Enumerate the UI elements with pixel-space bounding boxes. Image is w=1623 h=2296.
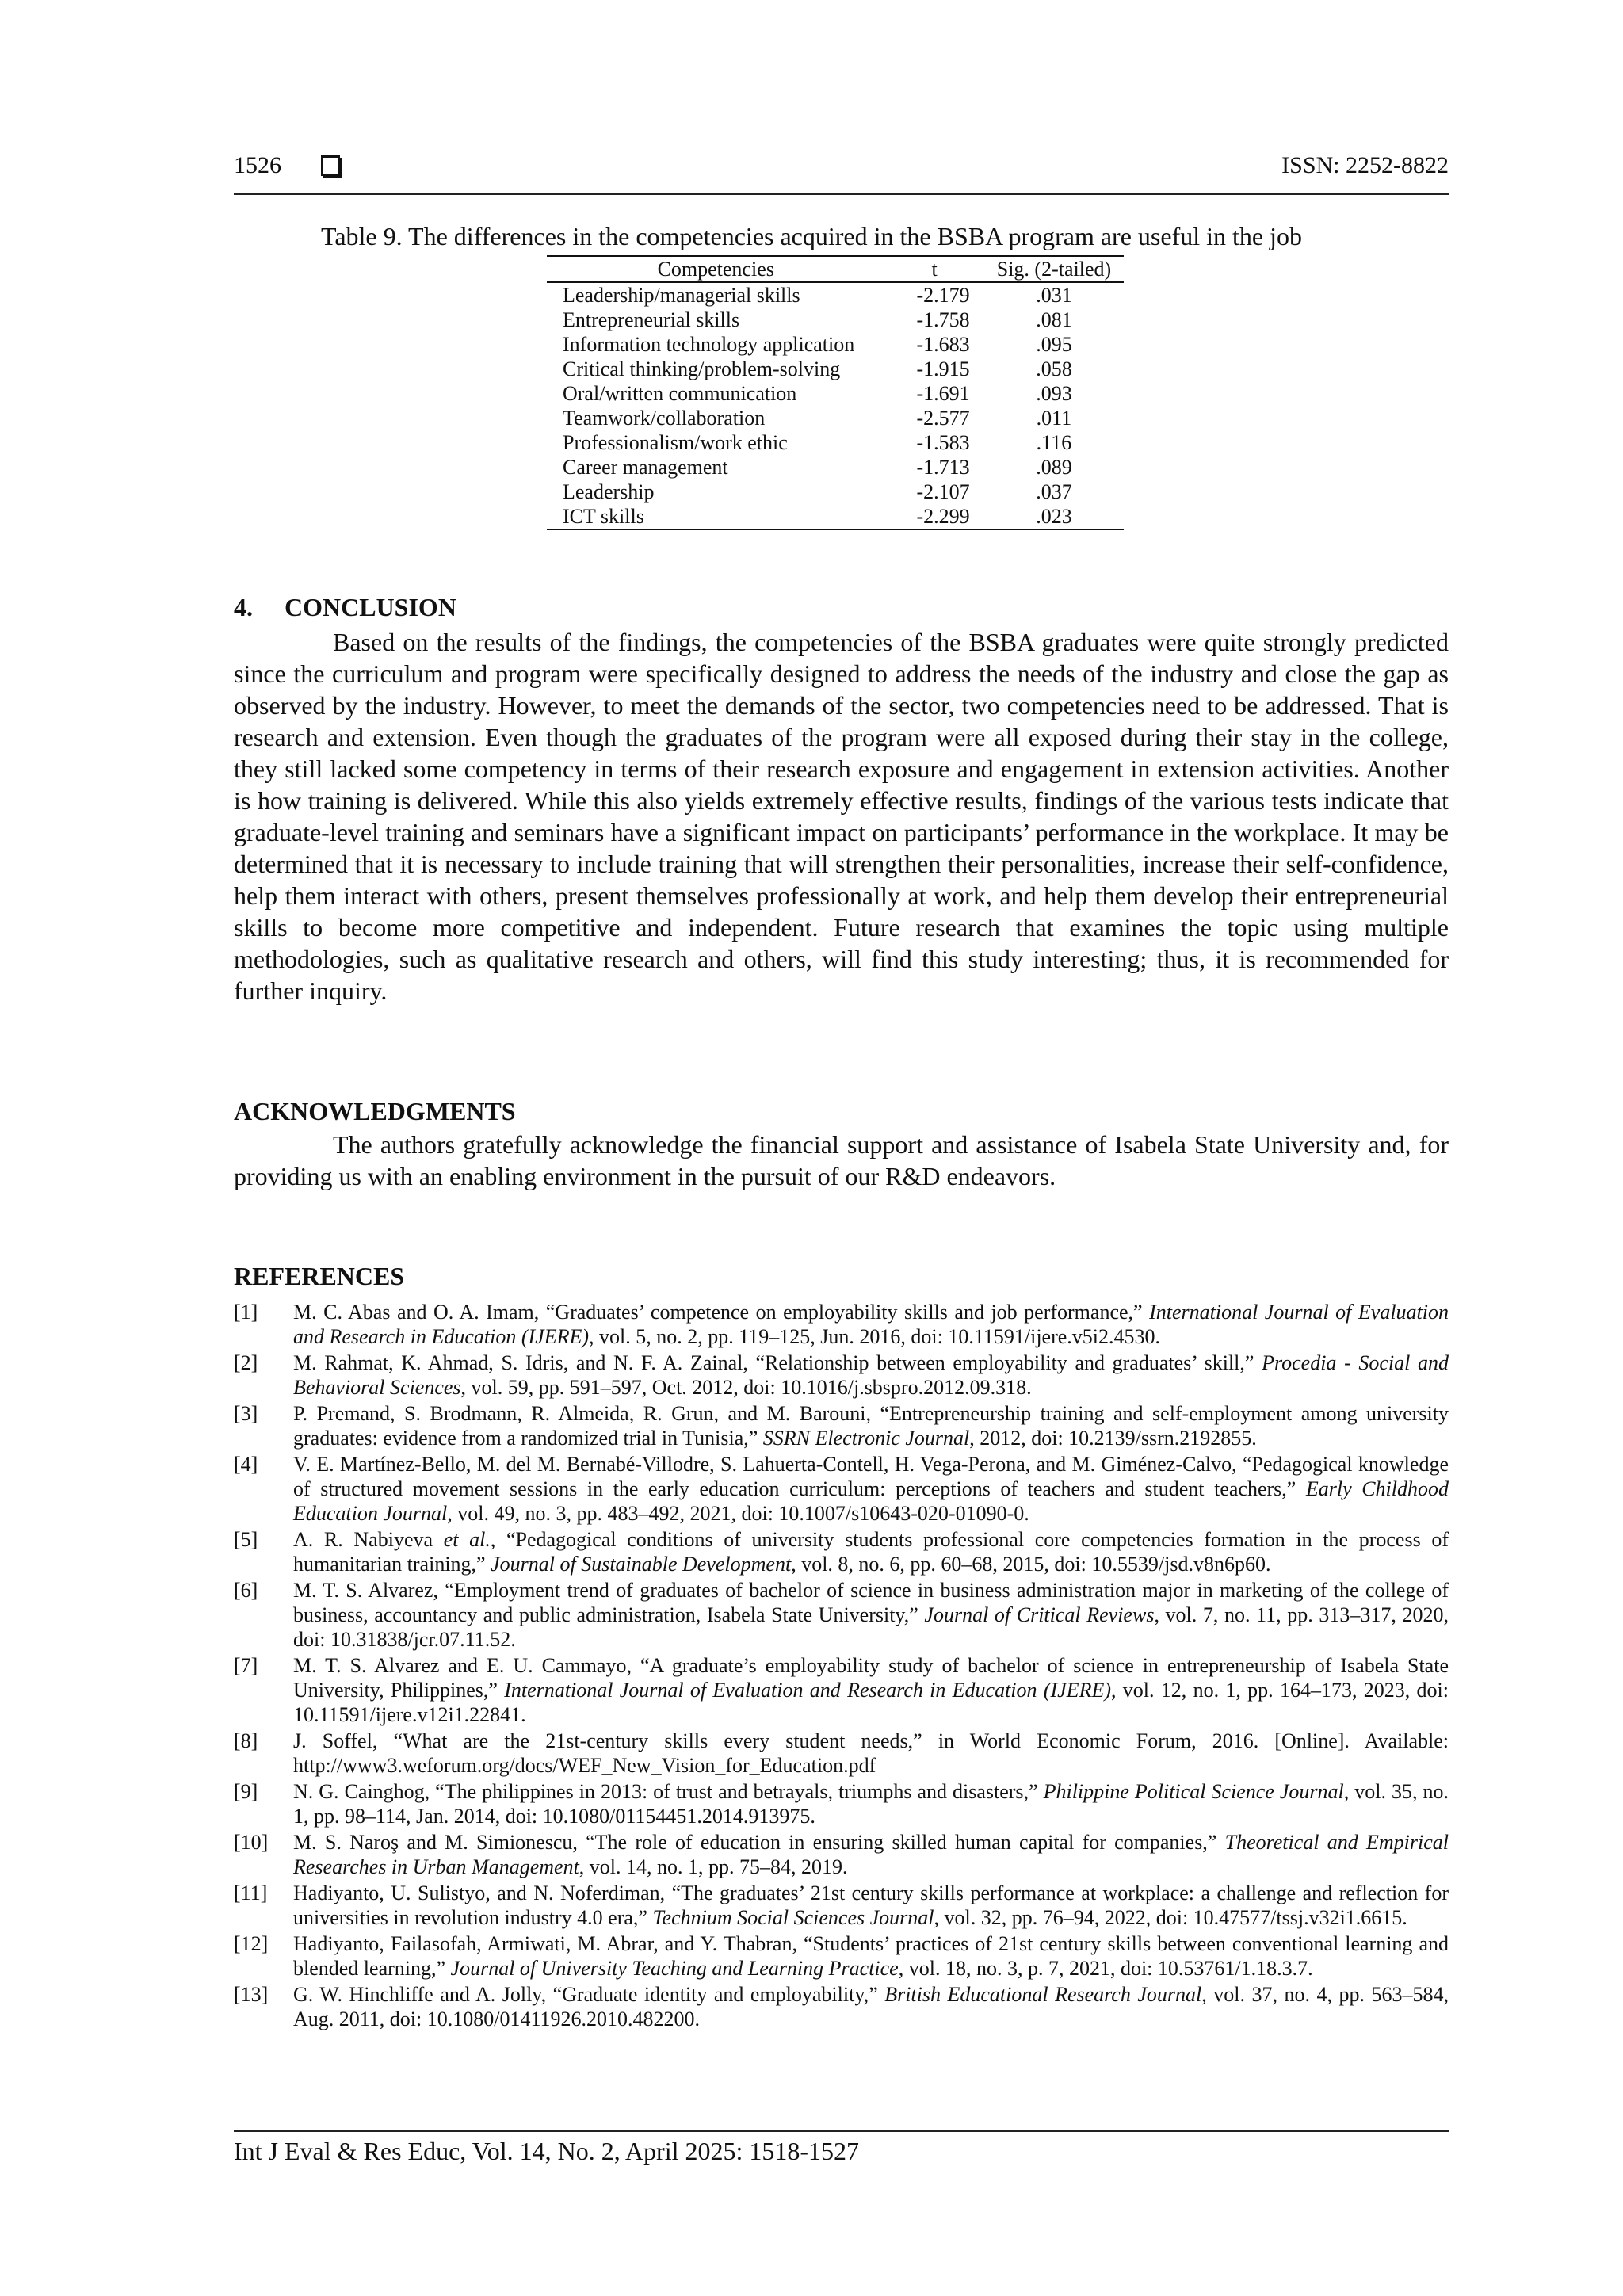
- cell-t-value: -2.107: [916, 480, 970, 503]
- cell-competency: Critical thinking/problem-solving: [563, 357, 841, 380]
- reference-text: M. T. S. Alvarez, “Employment trend of graduates of bachelor of science in business administration major in marketing of the college of business, accountancy and public administration, Isabela State University,”: [293, 1579, 1449, 1626]
- reference-number: [2]: [234, 1351, 258, 1374]
- reference-text: P. Premand, S. Brodmann, R. Almeida, R. Grun, and M. Barouni, “Entrepreneurship training and self-employment among university graduates: evidence from a randomized trial in Tunisia,”: [293, 1402, 1449, 1450]
- cell-sig-value: .081: [1036, 308, 1072, 331]
- reference-text: M. Rahmat, K. Ahmad, S. Idris, and N. F. A. Zainal, “Relationship between employability and graduates’ skill,”: [293, 1351, 1262, 1374]
- reference-text: M. T. S. Alvarez and E. U. Cammayo, “A graduate’s employability study of bachelor of science in entrepreneurship of Isabela State University, Philippines,”: [293, 1654, 1449, 1702]
- reference-list: [234, 1300, 1449, 2033]
- cell-competency: Leadership: [563, 480, 655, 503]
- cell-t-value: -1.683: [916, 333, 970, 356]
- reference-text: Hadiyanto, Failasofah, Armiwati, M. Abrar, and Y. Thabran, “Students’ practices of 21st century skills between conventional learning and blended learning,”: [293, 1932, 1449, 1980]
- cell-competency: Leadership/managerial skills: [563, 284, 800, 307]
- reference-etal: et al.: [443, 1528, 491, 1551]
- reference-item: [234, 1300, 1449, 1349]
- page-number: 1526: [234, 152, 281, 178]
- page-header: [234, 152, 1449, 195]
- cell-sig-value: .058: [1036, 357, 1072, 380]
- reference-text: M. S. Naroş and M. Simionescu, “The role of education in ensuring skilled human capital for companies,”: [293, 1831, 1225, 1854]
- conclusion-text: Based on the results of the findings, the competencies of the BSBA graduates were quite strongly predicted since the curriculum and program were specifically designed to address the needs of the industry and close the gap as observed by the industry. However, to meet the demands of the sector, two competencies need to be addressed. That is research and extension. Even though the graduates of the program were all exposed during their stay in the college, they still lacked some competency in terms of their research exposure and engagement in extension activities. Another is how training is delivered. While this also yields extremely effective results, findings of the various tests indicate that graduate-level training and seminars have a significant impact on participants’ performance in the workplace. It may be determined that it is necessary to include training that will strengthen their personalities, increase their self-confidence, help them interact with others, present themselves professionally at work, and help them develop their entrepreneurial skills to become more competitive and independent. Future research that examines the topic using multiple methodologies, such as qualitative research and others, will find this study interesting; thus, it is recommended for further inquiry.: [234, 628, 1449, 1005]
- table-caption: Table 9. The differences in the competencies acquired in the BSBA program are useful in the job: [321, 222, 1302, 250]
- page-footer: Int J Eval & Res Educ, Vol. 14, No. 2, April 2025: 1518-1527: [234, 2130, 1449, 2166]
- reference-journal: International Journal of Evaluation and Research in Education (IJERE): [504, 1679, 1111, 1702]
- table-row: [547, 504, 1124, 529]
- cell-t-value: -2.179: [916, 284, 970, 307]
- cell-sig-value: .116: [1036, 431, 1072, 454]
- col-header-sig: Sig. (2-tailed): [984, 256, 1124, 282]
- reference-number: [8]: [234, 1729, 258, 1752]
- table-row: [547, 357, 1124, 381]
- reference-number: [13]: [234, 1983, 269, 2006]
- reference-text: J. Soffel, “What are the 21st-century skills every student needs,” in World Economic Forum, 2016. [Online]. Available: http://www3.weforum.org/docs/WEF_New_Vision_for_Education.pdf: [293, 1729, 1449, 1777]
- cell-t-value: -1.758: [916, 308, 970, 331]
- reference-item: [234, 1653, 1449, 1727]
- reference-journal: Journal of University Teaching and Learning Practice: [450, 1957, 899, 1980]
- reference-item: [234, 1578, 1449, 1652]
- reference-number: [6]: [234, 1579, 258, 1602]
- reference-text: V. E. Martínez-Bello, M. del M. Bernabé-Villodre, S. Lahuerta-Contell, H. Vega-Perona, and M. Giménez-Calvo, “Pedagogical knowledge of structured movement sessions in the early education curriculum: perceptions of teachers and student teachers,”: [293, 1453, 1449, 1500]
- reference-number: [5]: [234, 1528, 258, 1551]
- cell-competency: Information technology application: [563, 333, 855, 356]
- references-heading: REFERENCES: [234, 1262, 405, 1290]
- col-header-t: t: [884, 256, 983, 282]
- reference-journal: Theoretical and Empirical Researches in Urban Management: [293, 1831, 1449, 1878]
- reference-text: G. W. Hinchliffe and A. Jolly, “Graduate identity and employability,”: [293, 1983, 885, 2006]
- table-row: [547, 308, 1124, 332]
- cell-sig-value: .093: [1036, 382, 1072, 405]
- conclusion-heading: 4. CONCLUSION: [234, 593, 456, 621]
- reference-number: [9]: [234, 1780, 258, 1803]
- reference-item: [234, 1729, 1449, 1778]
- table-row: [547, 332, 1124, 357]
- reference-text: A. R. Nabiyeva: [293, 1528, 444, 1551]
- reference-item: [234, 1982, 1449, 2031]
- reference-journal: SSRN Electronic Journal: [762, 1427, 970, 1450]
- cell-competency: ICT skills: [547, 504, 884, 529]
- cell-t-value: -1.691: [916, 382, 970, 405]
- reference-details: , vol. 59, pp. 591–597, Oct. 2012, doi: 10.1016/j.sbspro.2012.09.318.: [460, 1376, 1032, 1399]
- reference-details: , vol. 49, no. 3, pp. 483–492, 2021, doi: 10.1007/s10643-020-01090-0.: [447, 1502, 1029, 1525]
- reference-journal: Procedia - Social and Behavioral Sciences: [293, 1351, 1449, 1399]
- cell-sig-value: .031: [1036, 284, 1072, 307]
- reference-details: , vol. 18, no. 3, p. 7, 2021, doi: 10.53761/1.18.3.7.: [898, 1957, 1313, 1980]
- reference-item: [234, 1830, 1449, 1879]
- reference-item: [234, 1350, 1449, 1400]
- cell-t-value: -1.713: [916, 456, 970, 479]
- reference-number: [3]: [234, 1402, 258, 1425]
- cell-sig-value: .011: [1036, 407, 1072, 430]
- reference-item: [234, 1401, 1449, 1450]
- col-header-competencies: Competencies: [547, 256, 884, 282]
- reference-number: [1]: [234, 1301, 258, 1324]
- cell-t-value: -1.583: [916, 431, 970, 454]
- cell-competency: Oral/written communication: [563, 382, 797, 405]
- reference-journal: International Journal of Evaluation and Research in Education (IJERE): [293, 1301, 1449, 1348]
- reference-details: , vol. 35, no. 1, pp. 98–114, Jan. 2014, doi: 10.1080/01154451.2014.913975.: [293, 1780, 1449, 1828]
- reference-item: [234, 1527, 1449, 1576]
- reference-journal: Journal of Sustainable Development: [491, 1553, 792, 1576]
- table-row: [547, 430, 1124, 455]
- reference-journal: British Educational Research Journal: [884, 1983, 1202, 2006]
- reference-details: , vol. 8, no. 6, pp. 60–68, 2015, doi: 10.5539/jsd.v8n6p60.: [791, 1553, 1271, 1576]
- cell-t-value: -2.299: [884, 504, 983, 529]
- reference-number: [4]: [234, 1453, 258, 1476]
- reference-details: , vol. 37, no. 4, pp. 563–584, Aug. 2011, doi: 10.1080/01411926.2010.482200.: [293, 1983, 1449, 2030]
- cell-sig-value: .089: [1036, 456, 1072, 479]
- issn: ISSN: 2252-8822: [1281, 152, 1449, 178]
- reference-text: M. C. Abas and O. A. Imam, “Graduates’ competence on employability skills and job performance,”: [293, 1301, 1150, 1324]
- reference-details: , vol. 7, no. 11, pp. 313–317, 2020, doi: 10.31838/jcr.07.11.52.: [293, 1603, 1449, 1651]
- table-row: [547, 381, 1124, 406]
- reference-details: , vol. 12, no. 1, pp. 164–173, 2023, doi: 10.11591/ijere.v12i1.22841.: [293, 1679, 1449, 1726]
- reference-details: , 2012, doi: 10.2139/ssrn.2192855.: [969, 1427, 1257, 1450]
- cell-competency: Professionalism/work ethic: [563, 431, 788, 454]
- table-header-row: [547, 256, 1124, 282]
- reference-text: Hadiyanto, U. Sulistyo, and N. Noferdiman, “The graduates’ 21st century skills performance at workplace: a challenge and reflection for universities in revolution industry 4.0 era,”: [293, 1881, 1449, 1929]
- reference-details: , vol. 32, pp. 76–94, 2022, doi: 10.47577/tssj.v32i1.6615.: [934, 1906, 1407, 1929]
- reference-details: , vol. 5, no. 2, pp. 119–125, Jun. 2016, doi: 10.11591/ijere.v5i2.4530.: [589, 1325, 1161, 1348]
- square-bullet-icon: [321, 155, 340, 176]
- competencies-table: [547, 255, 1124, 530]
- table-body: [547, 282, 1124, 529]
- reference-number: [7]: [234, 1654, 258, 1677]
- table-row: [547, 406, 1124, 430]
- table-row: [547, 479, 1124, 504]
- reference-text: N. G. Cainghog, “The philippines in 2013: of trust and betrayals, triumphs and disasters,”: [293, 1780, 1044, 1803]
- cell-sig-value: .095: [1036, 333, 1072, 356]
- reference-item: [234, 1881, 1449, 1930]
- acknowledgments-heading: ACKNOWLEDGMENTS: [234, 1097, 516, 1125]
- cell-t-value: -1.915: [916, 357, 970, 380]
- reference-title: , “Pedagogical conditions of university students professional core competencies formation in the process of humanitarian training,”: [293, 1528, 1449, 1576]
- reference-item: [234, 1931, 1449, 1981]
- reference-journal: Early Childhood Education Journal: [293, 1477, 1449, 1525]
- reference-number: [12]: [234, 1932, 269, 1955]
- reference-journal: Technium Social Sciences Journal: [652, 1906, 934, 1929]
- reference-journal: Philippine Political Science Journal: [1043, 1780, 1344, 1803]
- cell-competency: Entrepreneurial skills: [563, 308, 740, 331]
- table-row: [547, 455, 1124, 479]
- cell-t-value: -2.577: [916, 407, 970, 430]
- reference-number: [11]: [234, 1881, 268, 1904]
- cell-sig-value: .037: [1036, 480, 1072, 503]
- reference-number: [10]: [234, 1831, 269, 1854]
- reference-details: , vol. 14, no. 1, pp. 75–84, 2019.: [579, 1855, 848, 1878]
- reference-item: [234, 1779, 1449, 1828]
- reference-item: [234, 1452, 1449, 1526]
- cell-competency: Teamwork/collaboration: [563, 407, 766, 430]
- cell-sig-value: .023: [984, 504, 1124, 529]
- acknowledgments-text: The authors gratefully acknowledge the financial support and assistance of Isabela State University and, for providing us with an enabling environment in the pursuit of our R&D endeavors.: [234, 1130, 1449, 1190]
- reference-journal: Journal of Critical Reviews: [924, 1603, 1155, 1626]
- cell-competency: Career management: [563, 456, 728, 479]
- table-row: [547, 282, 1124, 308]
